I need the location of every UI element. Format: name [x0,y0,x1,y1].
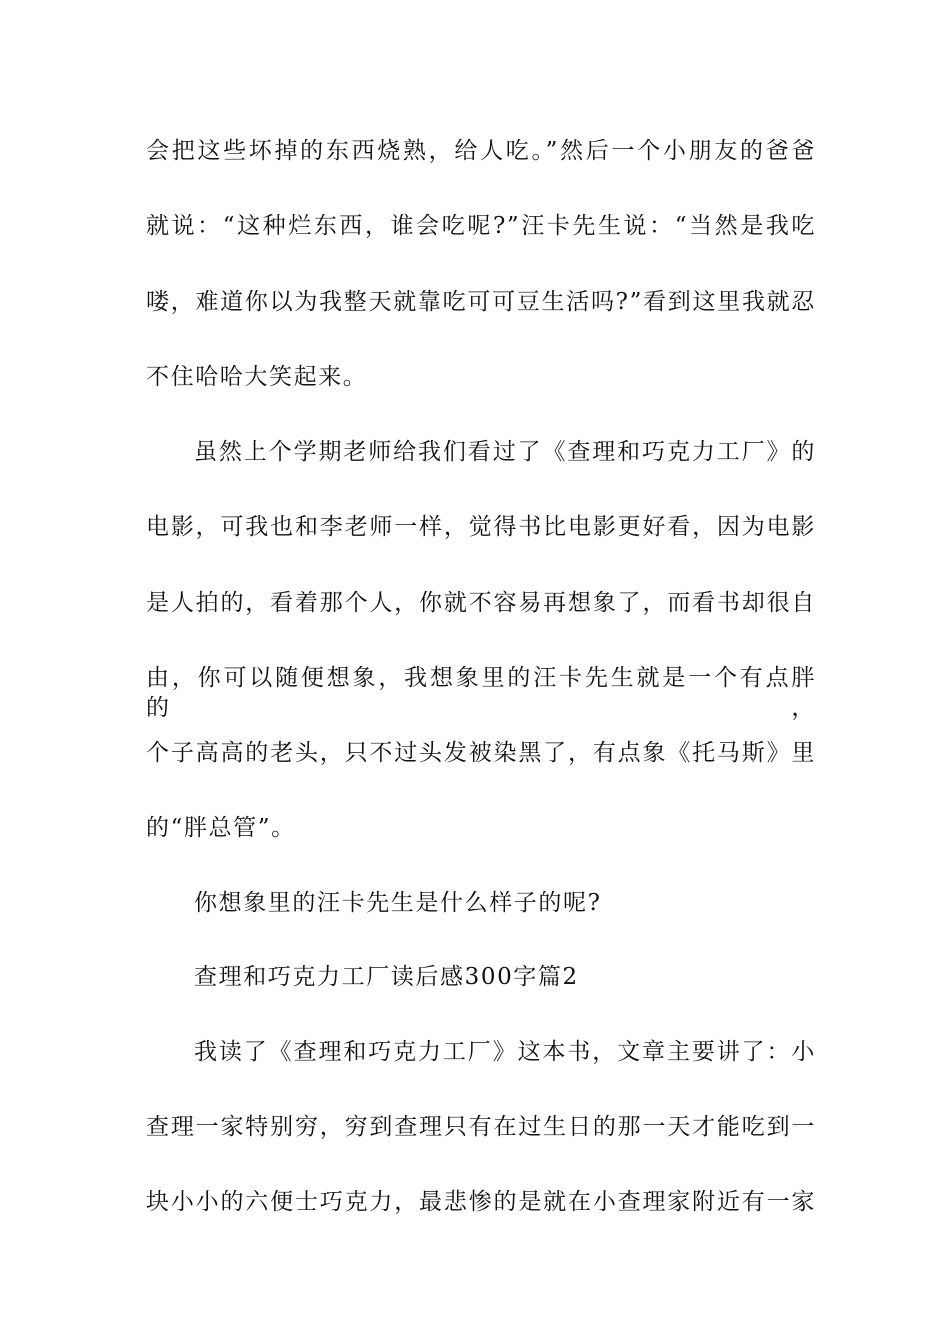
section-heading: 查理和巧克力工厂读后感300字篇2 [194,964,579,990]
text-line: 喽，难道你以为我整天就靠吃可可豆生活吗?”看到这里我就忍 [146,289,816,315]
paragraph-start-line: 虽然上个学期老师给我们看过了《查理和巧克力工厂》的 [194,439,816,465]
text-line: 由，你可以随便想象，我想象里的汪卡先生就是一个有点胖的， [146,665,816,721]
paragraph-start-line: 我读了《查理和巧克力工厂》这本书，文章主要讲了：小 [194,1039,816,1065]
text-line: 的“胖总管”。 [146,815,296,841]
text-line: 是人拍的，看着那个人，你就不容易再想象了，而看书却很自 [146,590,816,616]
text-line: 查理一家特别穷，穷到查理只有在过生日的那一天才能吃到一 [146,1114,816,1140]
text-line: 不住哈哈大笑起来。 [146,364,368,390]
text-line: 块小小的六便士巧克力，最悲惨的是就在小查理家附近有一家 [146,1189,816,1215]
text-line: 电影，可我也和李老师一样，觉得书比电影更好看，因为电影 [146,514,816,540]
text-line: 个子高高的老头，只不过头发被染黑了，有点象《托马斯》里 [146,740,816,766]
text-line: 就说：“这种烂东西，谁会吃呢?”汪卡先生说：“当然是我吃 [146,213,816,239]
question-line: 你想象里的汪卡先生是什么样子的呢? [194,890,602,916]
text-line: 会把这些坏掉的东西烧熟，给人吃。”然后一个小朋友的爸爸 [146,138,816,164]
